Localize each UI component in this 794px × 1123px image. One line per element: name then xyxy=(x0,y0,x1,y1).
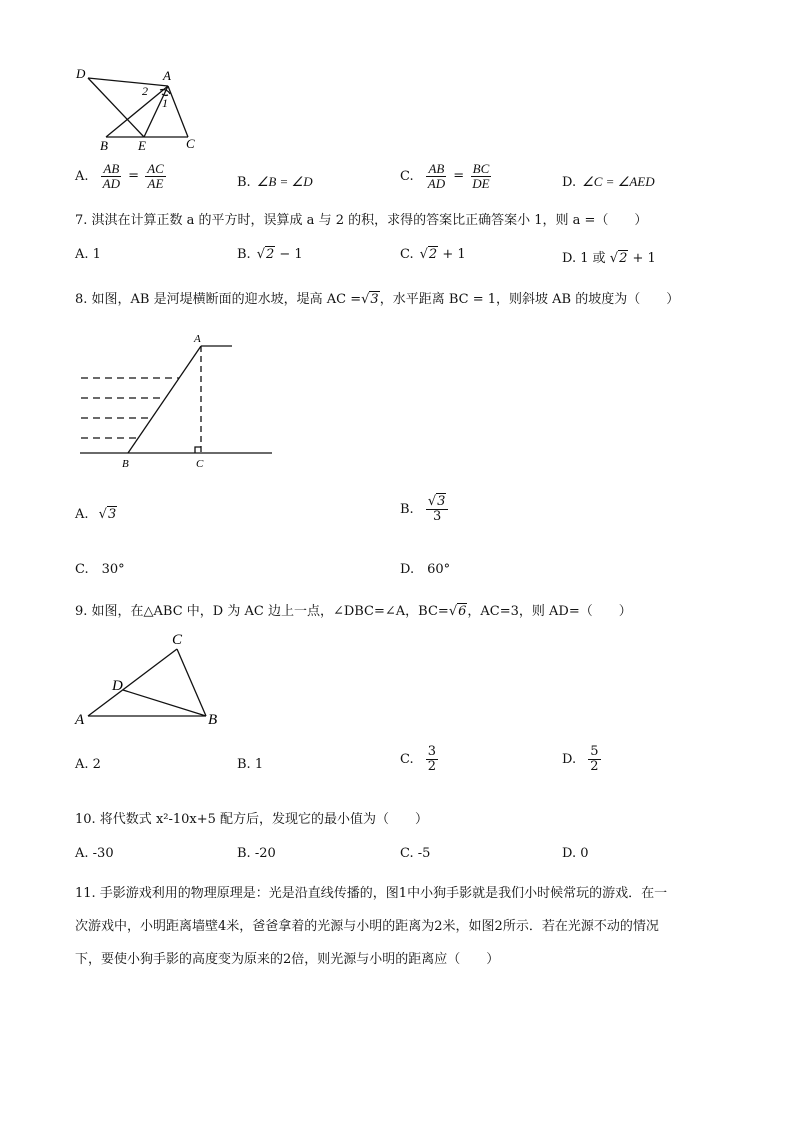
q10-option-d[interactable]: D. 0 xyxy=(562,846,589,861)
q6-figure xyxy=(70,64,210,154)
fig8-label-b: B xyxy=(122,458,129,470)
q7-stem: 7. 淇淇在计算正数 a 的平方时，误算成 a 与 2 的积，求得的答案比正确答案小 1，则 a =（ ） xyxy=(75,213,648,228)
q9-option-b[interactable]: B. 1 xyxy=(237,757,264,772)
q7-option-d[interactable]: D. 1 或 √2 + 1 xyxy=(562,251,656,266)
fig6-label-2: 2 xyxy=(142,84,148,98)
fig9-label-d: D xyxy=(112,678,123,694)
q10-option-b[interactable]: B. -20 xyxy=(237,846,276,861)
q11-line3: 下，要使小狗手影的高度变为原来的2倍，则光源与小明的距离应（ ） xyxy=(75,952,500,967)
q6-option-d[interactable]: D. ∠C = ∠AED xyxy=(562,174,655,190)
q10-stem: 10. 将代数式 x²-10x+5 配方后，发现它的最小值为（ ） xyxy=(75,812,429,827)
q9-option-d[interactable]: D. $\frac{5}{2}$ xyxy=(562,744,599,774)
q9-option-c[interactable]: C. $\frac{3}{2}$ xyxy=(400,744,437,774)
q7-option-c[interactable]: C. √2 + 1 xyxy=(400,247,466,262)
fig6-label-d: D xyxy=(76,66,86,81)
fig9-label-a: A xyxy=(75,712,85,728)
q10-option-a[interactable]: A. -30 xyxy=(75,846,114,861)
q9-option-a[interactable]: A. 2 xyxy=(75,757,101,772)
fig8-label-a: A xyxy=(194,333,201,345)
fig9-label-c: C xyxy=(172,632,183,648)
q8-stem: 8. 如图，AB 是河堤横断面的迎水坡，堤高 AC =√3，水平距离 BC = 1，则斜坡 AB 的坡度为（ ） xyxy=(75,292,680,307)
q8-option-d[interactable]: D. 60° xyxy=(400,562,451,577)
fig9-label-b: B xyxy=(208,712,218,728)
q11-line2: 次游戏中，小明距离墙壁4米，爸爸拿着的光源与小明的距离为2米，如图2所示．若在光源不动的情况 xyxy=(75,919,659,934)
q11-line1: 11. 手影游戏利用的物理原理是：光是沿直线传播的，图1中小狗手影就是我们小时候常玩的游戏．在一 xyxy=(75,886,668,901)
q9-figure xyxy=(72,628,232,728)
q11-stem xyxy=(75,877,720,976)
fig8-label-c: C xyxy=(196,458,204,470)
q6-option-b[interactable]: B. ∠B = ∠D xyxy=(237,174,313,190)
q8-option-c[interactable]: C. 30° xyxy=(75,562,125,577)
fig6-label-a: A xyxy=(163,68,171,83)
q7-option-b[interactable]: B. √2 − 1 xyxy=(237,247,303,262)
q7-option-a[interactable]: A. 1 xyxy=(75,247,101,262)
q9-stem: 9. 如图，在△ABC 中，D 为 AC 边上一点，∠DBC=∠A，BC=√6，AC=3，则 AD=（ ） xyxy=(75,604,632,619)
fig6-label-1: 1 xyxy=(162,96,168,110)
q8-option-a[interactable]: A. √3 xyxy=(75,507,117,522)
fig6-label-b: B xyxy=(100,138,108,153)
q6-option-c[interactable]: C. $\frac{AB}{AD}$ = $\frac{BC}{DE}$ xyxy=(400,161,490,191)
fig6-label-c: C xyxy=(186,136,195,151)
q6-option-a[interactable]: A. $\frac{AB}{AD}$ = $\frac{AC}{AE}$ xyxy=(75,161,164,191)
q8-option-b[interactable]: B. $\frac{√3}{3}$ xyxy=(400,495,450,523)
fig6-label-e: E xyxy=(138,138,146,153)
q8-figure xyxy=(75,330,280,475)
q10-option-c[interactable]: C. -5 xyxy=(400,846,431,861)
